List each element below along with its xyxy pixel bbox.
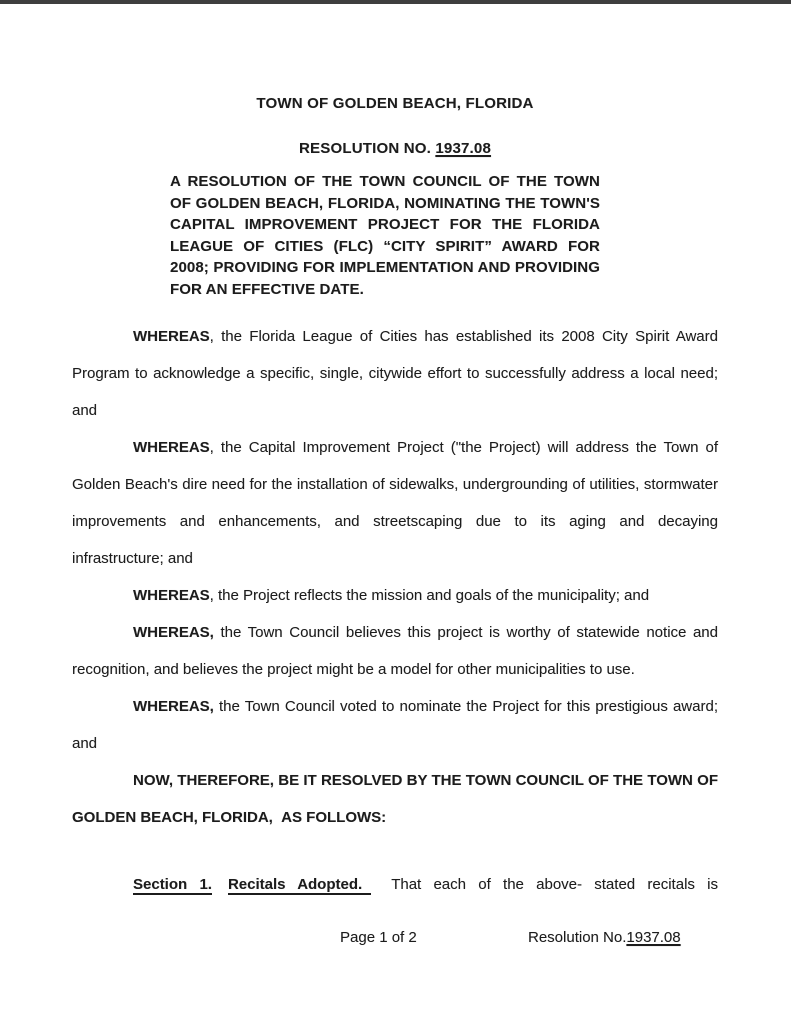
- resolution-footer-prefix: Resolution No.: [528, 929, 627, 946]
- resolution-footer: [528, 929, 681, 946]
- whereas-clause-2: [72, 429, 718, 577]
- whereas-text: , the Capital Improvement Project ("the Project) will address the Town of Golden Beach's dire need for the installation of sidewalks, undergrounding of utilities, stormwater improvements and enhancements, and streetscaping due to its aging and decaying infrastructure; and: [72, 439, 718, 567]
- whereas-text: the Town Council voted to nominate the Project for this prestigious award; and: [72, 698, 718, 752]
- whereas-clause-4: [72, 614, 718, 688]
- whereas-text: , the Florida League of Cities has established its 2008 City Spirit Award Program to acknowledge a specific, single, citywide effort to successfully address a local need; and: [72, 328, 718, 419]
- whereas-clause-1: [72, 318, 718, 429]
- section-label: Section 1.: [133, 876, 212, 893]
- whereas-text: , the Project reflects the mission and goals of the municipality; and: [209, 587, 650, 604]
- section-1-paragraph: [72, 866, 718, 903]
- whereas-lead: WHEREAS: [133, 328, 210, 345]
- resolution-caption: A RESOLUTION OF THE TOWN COUNCIL OF THE TOWN OF GOLDEN BEACH, FLORIDA, NOMINATING THE TOWN'S CAPITAL IMPROVEMENT PROJECT FOR THE FLORIDA LEAGUE OF CITIES (FLC) “CITY SPIRIT” AWARD FOR 2008; PROVIDING FOR IMPLEMENTATION AND PROVIDING FOR AN EFFECTIVE DATE.: [170, 173, 600, 298]
- whereas-clause-3: [72, 577, 718, 614]
- section-text: That each of the above- stated recitals is: [391, 876, 718, 893]
- page-indicator: Page 1 of 2: [340, 929, 417, 946]
- town-name-heading: TOWN OF GOLDEN BEACH, FLORIDA: [256, 95, 534, 112]
- resolution-number-prefix: RESOLUTION NO.: [299, 140, 436, 157]
- section-heading: Recitals Adopted.: [228, 876, 371, 895]
- whereas-clause-5: [72, 688, 718, 762]
- document-content: [72, 0, 718, 903]
- whereas-lead: WHEREAS: [133, 439, 210, 456]
- whereas-lead: WHEREAS: [133, 587, 210, 604]
- whereas-lead: WHEREAS,: [133, 624, 214, 641]
- resolution-number-value: 1937.08: [435, 140, 491, 157]
- resolution-footer-number: 1937.08: [626, 929, 681, 946]
- whereas-text: the Town Council believes this project is worthy of statewide notice and recognition, and believes the project might be a model for other municipalities to use.: [72, 624, 718, 678]
- resolution-number-heading: [72, 140, 718, 157]
- whereas-lead: WHEREAS,: [133, 698, 214, 715]
- resolved-clause: NOW, THEREFORE, BE IT RESOLVED BY THE TOWN COUNCIL OF THE TOWN OF GOLDEN BEACH, FLORIDA, AS FOLLOWS:: [72, 772, 718, 826]
